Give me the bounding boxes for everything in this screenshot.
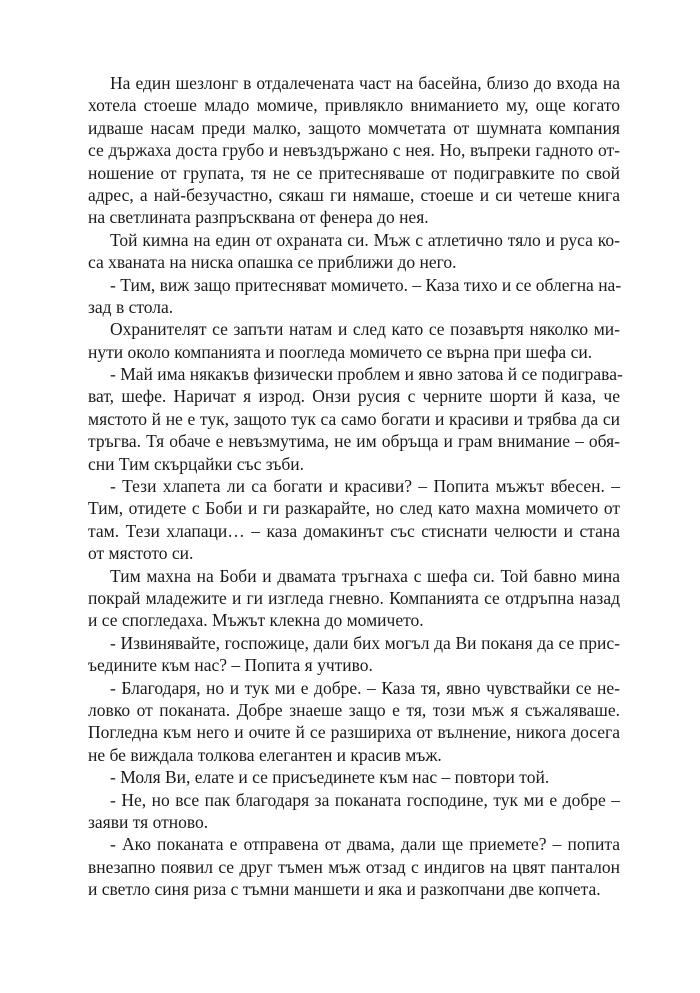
paragraph <box>88 565 620 632</box>
text-line: - Не, но все пак благодаря за поканата господине, тук ми е добре – <box>110 789 620 810</box>
text-line: от мястото си. <box>88 543 194 564</box>
paragraph <box>88 677 620 767</box>
text-line: - Ако поканата е отправена от двама, дали ще приемете? – попита <box>110 834 620 855</box>
paragraph <box>88 318 620 363</box>
text-line: Тим, отидете с Боби и ги разкарайте, но след като махна момичето от <box>88 498 620 519</box>
text-line: тръгва. Тя обаче е невъзмутима, не им обръща и грам внимание – обя- <box>88 431 620 452</box>
text-line: ношение от групата, тя не се притесняваше от подигравките по свой <box>88 162 620 183</box>
text-line: ловко от поканата. Добре знаеше защо е тя, този мъж я съжаляваше. <box>88 699 620 720</box>
text-line: на светлината разпръсквана от фенера до нея. <box>88 207 429 228</box>
text-line: там. Тези хлапаци… – каза домакинът със стиснати челюсти и стана <box>88 520 620 541</box>
paragraph <box>88 475 620 565</box>
text-line: идваше насам преди малко, защото момчетата от шумната компания <box>88 117 620 138</box>
text-line: Тим махна на Боби и двамата тръгнаха с шефа си. Той бавно мина <box>110 565 620 586</box>
text-line: - Благодаря, но и тук ми е добре. – Каза тя, явно чувствайки се не- <box>110 677 620 698</box>
text-line: сни Тим скърцайки със зъби. <box>88 453 305 474</box>
text-line: се държаха доста грубо и невъздържано с нея. Но, въпреки гадното от- <box>88 140 620 161</box>
text-line: Погледна към него и очите й се разшириха от вълнение, никога досега <box>88 722 620 743</box>
text-line: - Моля Ви, елате и се присъединете към нас – повтори той. <box>110 767 550 788</box>
text-line: - Тим, виж защо притесняват момичето. – Каза тихо и се облегна на- <box>110 274 622 295</box>
text-line: нути около компанията и поогледа момичето се върна при шефа си. <box>88 341 593 362</box>
text-line: внезапно появил се друг тъмен мъж отзад с индигов на цвят панталон <box>88 856 620 877</box>
text-line: зад в стола. <box>88 296 174 317</box>
text-line: са хваната на ниска опашка се приближи до него. <box>88 252 457 273</box>
paragraph <box>88 229 620 274</box>
text-line: хотела стоеше младо момиче, привлякло вниманието му, още когато <box>88 95 620 116</box>
text-line: и светло синя риза с тъмни маншети и яка и разкопчани две копчета. <box>88 879 601 900</box>
text-line: покрай младежите и ги изгледа гневно. Компанията се отдръпна назад <box>88 587 620 608</box>
text-line: заяви тя отново. <box>88 811 209 832</box>
text-line: ъедините към нас? – Попита я учтиво. <box>88 655 373 676</box>
page-body-text <box>88 72 623 900</box>
text-line: Охранителят се запъти натам и след като се позавъртя няколко ми- <box>110 319 620 340</box>
paragraph <box>88 363 623 475</box>
paragraph <box>88 766 620 788</box>
text-line: и се спогледаха. Мъжът клекна до момичето. <box>88 610 424 631</box>
text-line: - Май има някакъв физически проблем и явно затова й се подиграва- <box>110 364 623 385</box>
paragraph <box>88 789 620 834</box>
text-line: - Извинявайте, госпожице, дали бих могъл да Ви поканя да се прис- <box>110 632 620 653</box>
text-line: На един шезлонг в отдалечената част на басейна, близо до входа на <box>110 73 620 93</box>
text-line: ват, шефе. Наричат я изрод. Онзи русия с черните шорти й каза, че <box>88 386 620 407</box>
text-line: - Тези хлапета ли са богати и красиви? – Попита мъжът вбесен. – <box>110 476 620 497</box>
paragraph <box>88 274 620 319</box>
paragraph <box>88 833 620 900</box>
paragraph <box>88 632 620 677</box>
text-line: не бе виждала толкова елегантен и красив мъж. <box>88 744 442 765</box>
text-line: Той кимна на един от охраната си. Мъж с атлетично тяло и руса ко- <box>110 229 620 250</box>
text-line: адрес, а най-безучастно, сякаш ги нямаше, стоеше и си четеше книга <box>88 184 620 205</box>
paragraph <box>88 72 620 229</box>
text-line: мястото й не е тук, защото тук са само богати и красиви и трябва да си <box>88 408 620 429</box>
